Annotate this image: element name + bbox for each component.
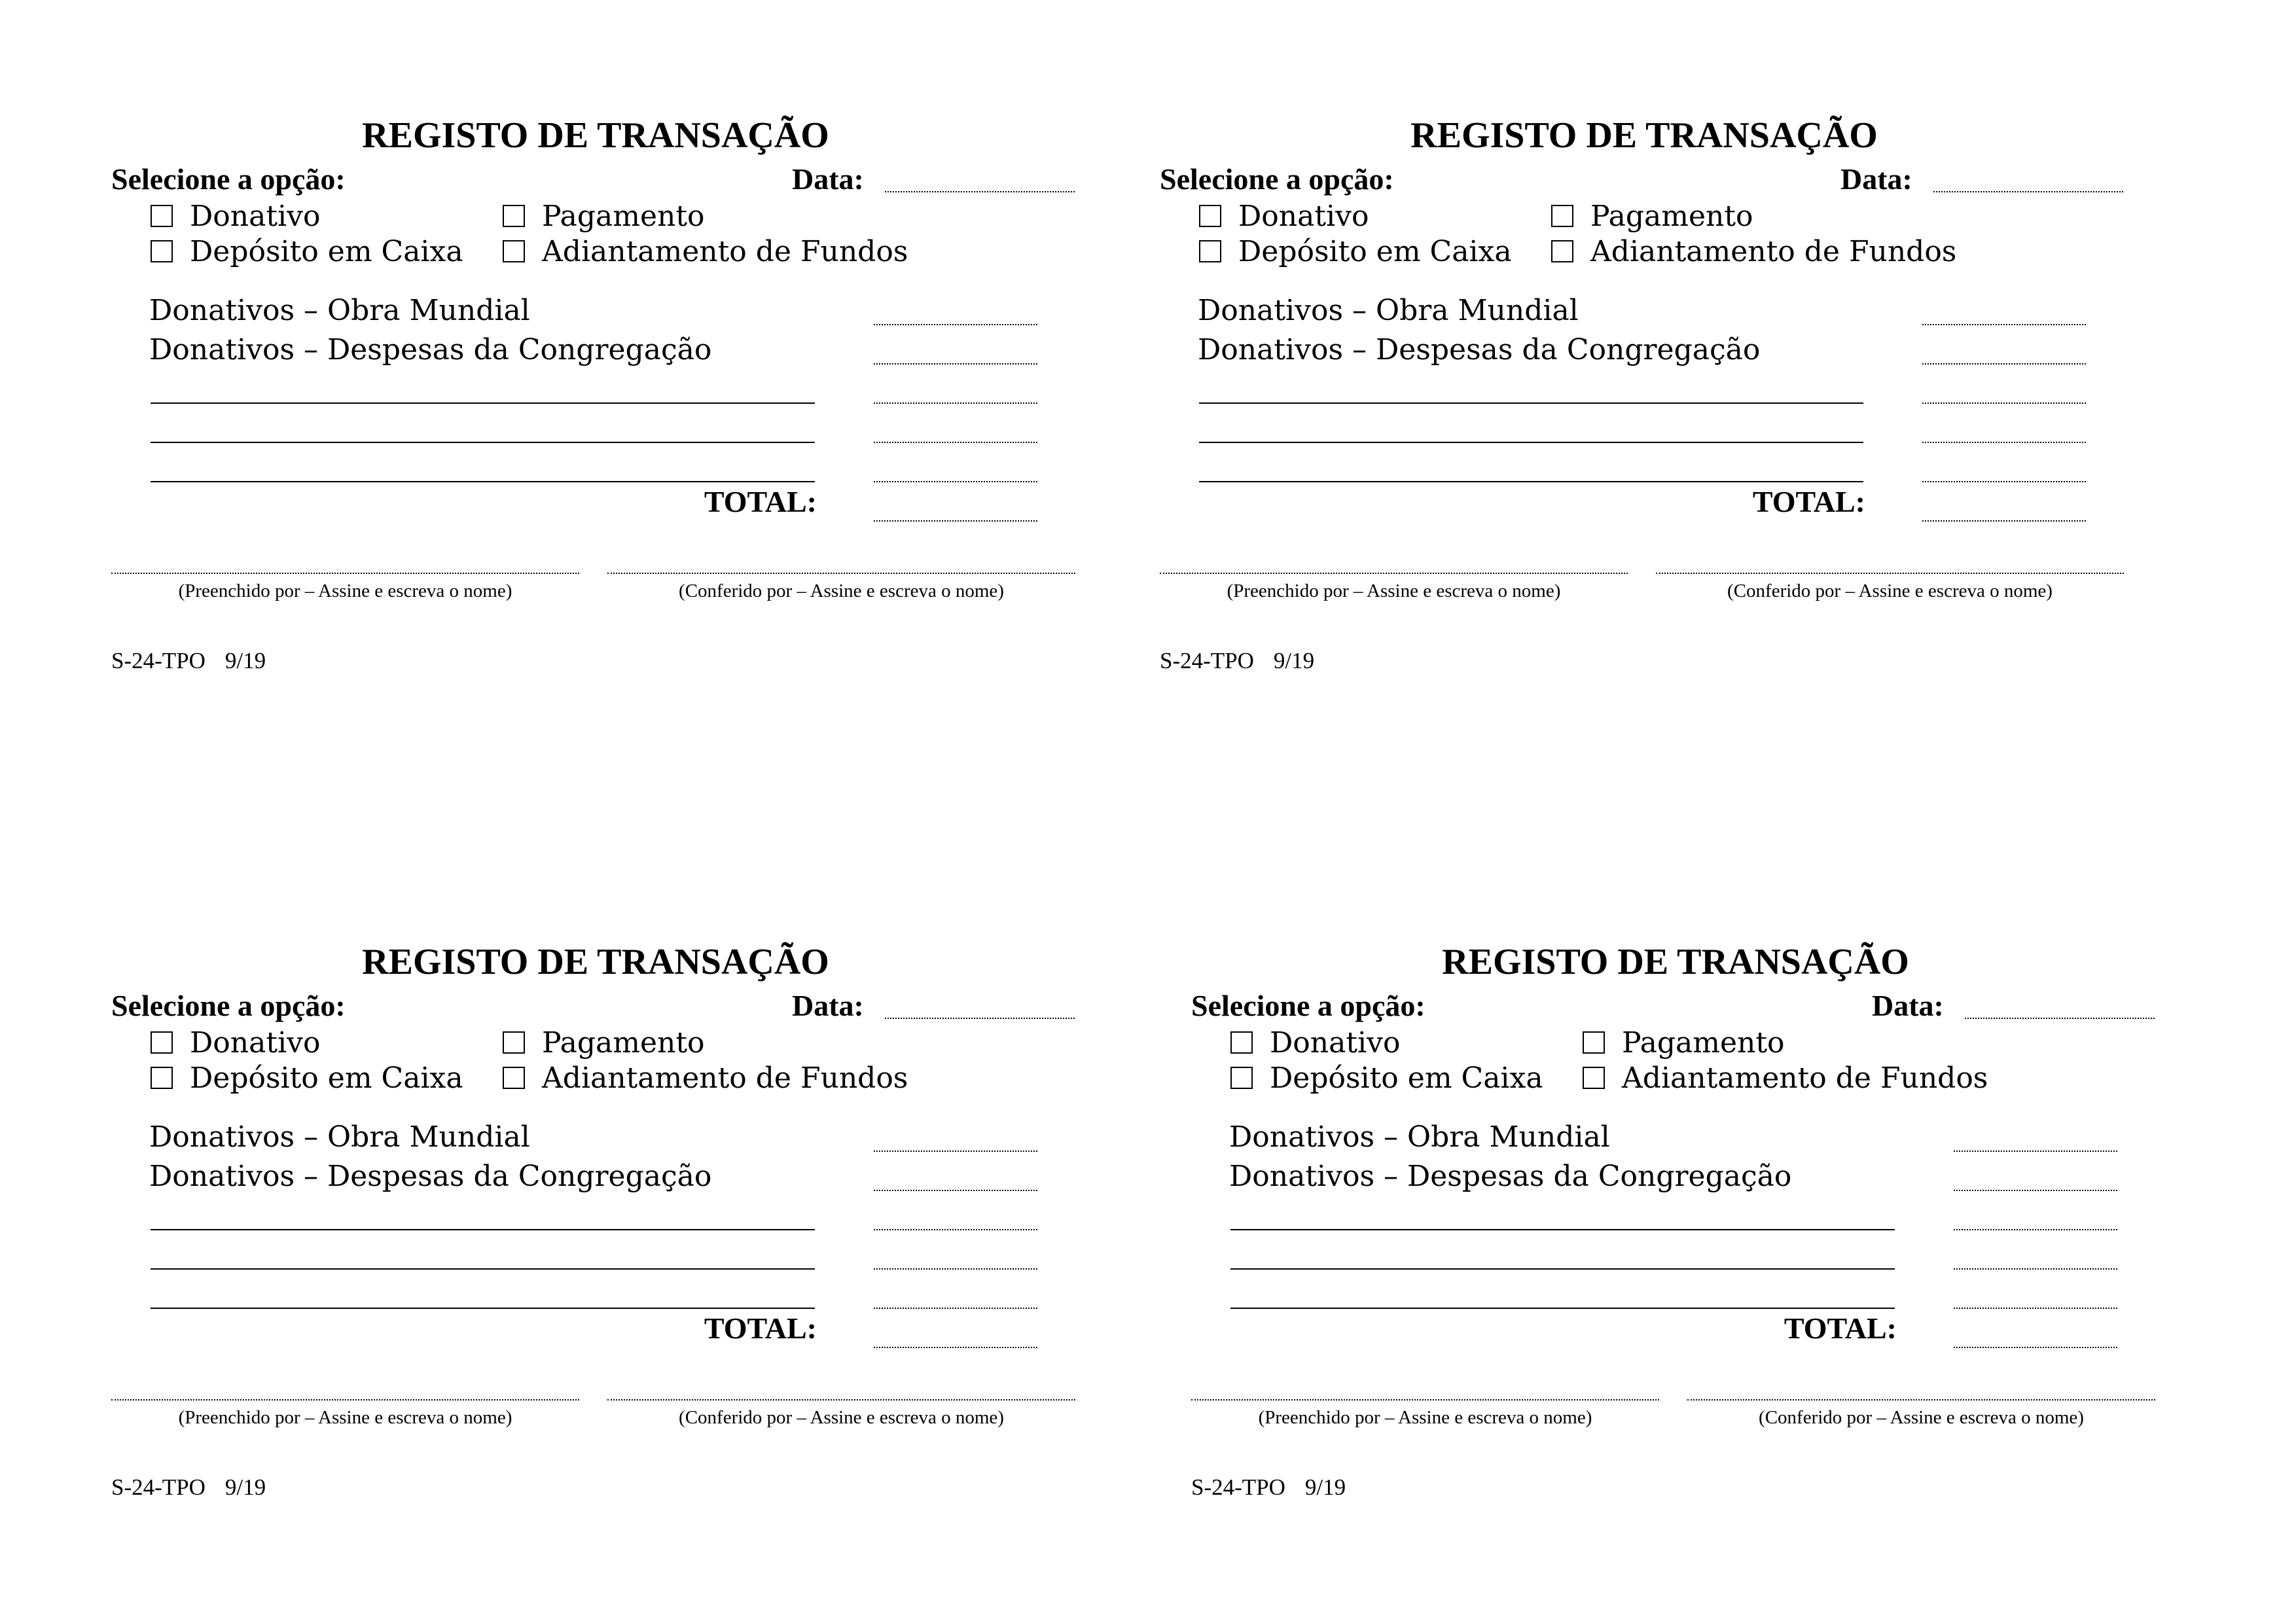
form-code	[1191, 1474, 1365, 1501]
amount-field[interactable]	[1954, 1229, 2117, 1230]
option-label: Adiantamento de Fundos	[542, 235, 908, 268]
select-option-label: Selecione a opção:	[1160, 162, 1394, 196]
blank-description-line[interactable]	[1230, 1229, 1895, 1230]
option-label: Pagamento	[1622, 1026, 1785, 1060]
option-label: Donativo	[190, 200, 321, 233]
blank-description-line[interactable]	[151, 402, 815, 404]
total-label: TOTAL:	[1784, 1311, 1897, 1345]
blank-description-line[interactable]	[151, 442, 815, 443]
option-pagamento[interactable]	[503, 1026, 705, 1060]
select-option-label: Selecione a opção:	[111, 162, 346, 196]
option-deposito-em-caixa[interactable]	[1199, 235, 1512, 268]
option-adiantamento-de-fundos[interactable]	[503, 1061, 908, 1095]
date-label: Data:	[792, 162, 864, 196]
option-donativo[interactable]	[151, 1026, 320, 1060]
filled-by-signature-line[interactable]	[111, 573, 579, 574]
checkbox-icon[interactable]	[503, 205, 525, 227]
option-label: Donativo	[1270, 1026, 1401, 1060]
date-field[interactable]	[1965, 1018, 2155, 1019]
filled-by-caption: (Preenchido por – Assine e escreva o nome)	[178, 580, 512, 601]
amount-field[interactable]	[1922, 363, 2086, 365]
option-label: Pagamento	[542, 1026, 705, 1060]
amount-field[interactable]	[874, 481, 1037, 482]
option-donativo[interactable]	[151, 200, 320, 233]
blank-description-line[interactable]	[1199, 442, 1863, 443]
line-item-obra-mundial: Donativos – Obra Mundial	[149, 294, 530, 327]
checked-by-caption: (Conferido por – Assine e escreva o nome)	[1727, 580, 2053, 601]
option-pagamento[interactable]	[1551, 200, 1753, 233]
option-pagamento[interactable]	[1583, 1026, 1785, 1060]
checkbox-icon[interactable]	[1230, 1031, 1253, 1054]
filled-by-caption: (Preenchido por – Assine e escreva o nome)	[1227, 580, 1561, 601]
form-code	[111, 648, 285, 674]
amount-field[interactable]	[1954, 1268, 2117, 1270]
option-label: Adiantamento de Fundos	[542, 1061, 908, 1095]
filled-by-signature-line[interactable]	[1160, 573, 1628, 574]
checked-by-signature-line[interactable]	[607, 1399, 1075, 1400]
date-field[interactable]	[1933, 191, 2123, 192]
date-field[interactable]	[885, 1018, 1075, 1019]
amount-field[interactable]	[874, 1308, 1037, 1309]
option-label: Donativo	[190, 1026, 321, 1060]
option-label: Adiantamento de Fundos	[1590, 235, 1957, 268]
amount-field[interactable]	[874, 1229, 1037, 1230]
amount-field[interactable]	[874, 1268, 1037, 1270]
checkbox-icon[interactable]	[151, 1031, 173, 1054]
date-field[interactable]	[885, 191, 1075, 192]
form-title: REGISTO DE TRANSAÇÃO	[362, 942, 829, 982]
date-label: Data:	[1840, 162, 1912, 196]
checkbox-icon[interactable]	[503, 240, 525, 262]
amount-field[interactable]	[874, 402, 1037, 404]
line-item-despesas-congregacao: Donativos – Despesas da Congregação	[149, 1160, 712, 1193]
option-label: Depósito em Caixa	[1270, 1061, 1543, 1095]
form-code-id: S-24-TPO	[111, 1474, 206, 1500]
checkbox-icon[interactable]	[1199, 205, 1221, 227]
total-label: TOTAL:	[704, 1311, 817, 1345]
amount-field[interactable]	[1922, 481, 2086, 482]
amount-field[interactable]	[874, 442, 1037, 443]
checkbox-icon[interactable]	[1583, 1067, 1605, 1089]
option-label: Adiantamento de Fundos	[1622, 1061, 1988, 1095]
line-item-obra-mundial: Donativos – Obra Mundial	[1198, 294, 1579, 327]
date-label: Data:	[1872, 989, 1944, 1022]
option-label: Depósito em Caixa	[1238, 235, 1512, 268]
checked-by-signature-line[interactable]	[607, 573, 1075, 574]
amount-field[interactable]	[1954, 1308, 2117, 1309]
form-code	[1160, 648, 1334, 674]
checkbox-icon[interactable]	[151, 205, 173, 227]
select-option-label: Selecione a opção:	[1191, 989, 1426, 1022]
checkbox-icon[interactable]	[503, 1031, 525, 1054]
filled-by-signature-line[interactable]	[111, 1399, 579, 1400]
transaction-form	[111, 115, 1080, 704]
checked-by-caption: (Conferido por – Assine e escreva o nome)	[679, 1407, 1004, 1428]
checkbox-icon[interactable]	[1199, 240, 1221, 262]
form-title: REGISTO DE TRANSAÇÃO	[1410, 115, 1878, 156]
blank-description-line[interactable]	[151, 1268, 815, 1270]
total-amount-field[interactable]	[874, 1347, 1037, 1348]
checkbox-icon[interactable]	[151, 240, 173, 262]
amount-field[interactable]	[874, 1190, 1037, 1191]
form-code	[111, 1474, 285, 1501]
form-code-id: S-24-TPO	[1191, 1474, 1285, 1500]
checkbox-icon[interactable]	[503, 1067, 525, 1089]
blank-description-line[interactable]	[151, 1229, 815, 1230]
amount-field[interactable]	[1922, 442, 2086, 443]
checkbox-icon[interactable]	[151, 1067, 173, 1089]
amount-field[interactable]	[874, 1150, 1037, 1152]
line-item-despesas-congregacao: Donativos – Despesas da Congregação	[149, 333, 712, 366]
checked-by-signature-line[interactable]	[1687, 1399, 2155, 1400]
blank-description-line[interactable]	[1230, 1268, 1895, 1270]
form-version: 9/19	[1273, 648, 1315, 673]
option-label: Pagamento	[1590, 200, 1753, 233]
option-label: Donativo	[1238, 200, 1369, 233]
total-label: TOTAL:	[704, 485, 817, 518]
form-version: 9/19	[1304, 1474, 1346, 1500]
amount-field[interactable]	[1954, 1190, 2117, 1191]
line-item-despesas-congregacao: Donativos – Despesas da Congregação	[1198, 333, 1761, 366]
form-code-id: S-24-TPO	[111, 648, 206, 673]
blank-description-line[interactable]	[1199, 481, 1863, 482]
checkbox-icon[interactable]	[1230, 1067, 1253, 1089]
checkbox-icon[interactable]	[1551, 205, 1573, 227]
form-version: 9/19	[224, 648, 266, 673]
filled-by-caption: (Preenchido por – Assine e escreva o nome)	[1258, 1407, 1592, 1428]
option-adiantamento-de-fundos[interactable]	[1583, 1061, 1988, 1095]
amount-field[interactable]	[1922, 324, 2086, 325]
amount-field[interactable]	[1954, 1150, 2117, 1152]
line-item-despesas-congregacao: Donativos – Despesas da Congregação	[1229, 1160, 1792, 1193]
checkbox-icon[interactable]	[1551, 240, 1573, 262]
total-amount-field[interactable]	[874, 520, 1037, 522]
checked-by-signature-line[interactable]	[1656, 573, 2124, 574]
form-title: REGISTO DE TRANSAÇÃO	[362, 115, 829, 156]
transaction-form	[1191, 941, 2160, 1530]
select-option-label: Selecione a opção:	[111, 989, 346, 1022]
option-donativo[interactable]	[1230, 1026, 1400, 1060]
form-code-id: S-24-TPO	[1160, 648, 1254, 673]
form-title: REGISTO DE TRANSAÇÃO	[1442, 942, 1909, 982]
option-adiantamento-de-fundos[interactable]	[503, 235, 908, 268]
filled-by-signature-line[interactable]	[1191, 1399, 1659, 1400]
transaction-form	[1160, 115, 2128, 704]
option-deposito-em-caixa[interactable]	[151, 235, 463, 268]
checked-by-caption: (Conferido por – Assine e escreva o nome)	[679, 580, 1004, 601]
option-deposito-em-caixa[interactable]	[1230, 1061, 1543, 1095]
option-adiantamento-de-fundos[interactable]	[1551, 235, 1956, 268]
filled-by-caption: (Preenchido por – Assine e escreva o nome)	[178, 1407, 512, 1428]
option-label: Depósito em Caixa	[190, 235, 463, 268]
amount-field[interactable]	[874, 363, 1037, 365]
option-deposito-em-caixa[interactable]	[151, 1061, 463, 1095]
blank-description-line[interactable]	[1230, 1308, 1895, 1309]
option-label: Depósito em Caixa	[190, 1061, 463, 1095]
blank-description-line[interactable]	[151, 1308, 815, 1309]
checkbox-icon[interactable]	[1583, 1031, 1605, 1054]
form-version: 9/19	[224, 1474, 266, 1500]
amount-field[interactable]	[874, 324, 1037, 325]
blank-description-line[interactable]	[151, 481, 815, 482]
option-pagamento[interactable]	[503, 200, 705, 233]
option-label: Pagamento	[542, 200, 705, 233]
total-label: TOTAL:	[1752, 485, 1865, 518]
option-donativo[interactable]	[1199, 200, 1369, 233]
date-label: Data:	[792, 989, 864, 1022]
total-amount-field[interactable]	[1954, 1347, 2117, 1348]
total-amount-field[interactable]	[1922, 520, 2086, 522]
line-item-obra-mundial: Donativos – Obra Mundial	[149, 1120, 530, 1154]
checked-by-caption: (Conferido por – Assine e escreva o nome)	[1759, 1407, 2084, 1428]
blank-description-line[interactable]	[1199, 402, 1863, 404]
amount-field[interactable]	[1922, 402, 2086, 404]
transaction-form	[111, 941, 1080, 1530]
line-item-obra-mundial: Donativos – Obra Mundial	[1229, 1120, 1610, 1154]
